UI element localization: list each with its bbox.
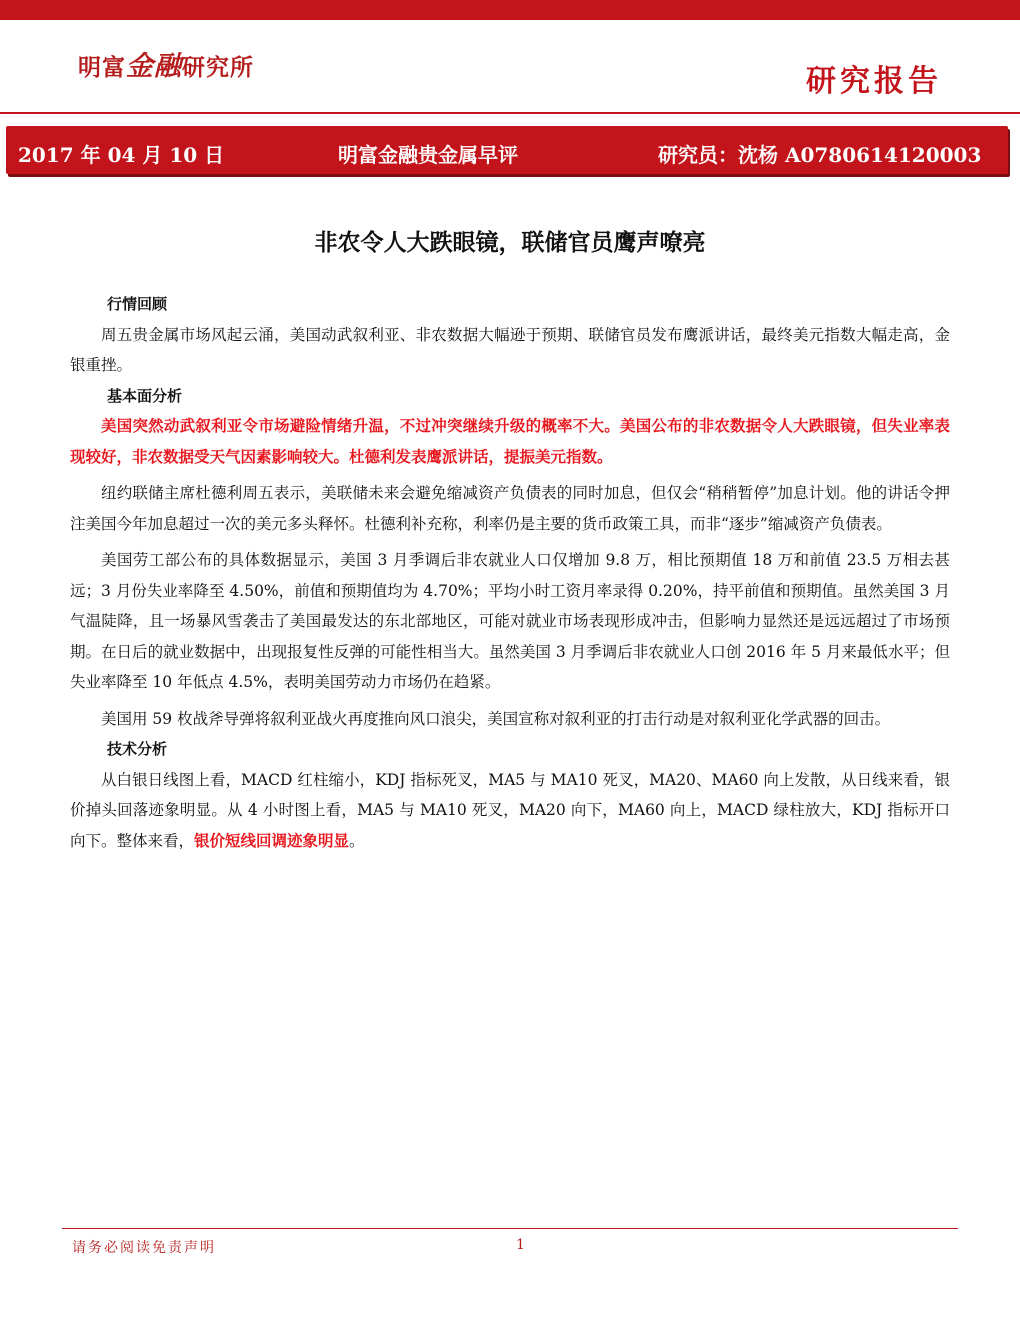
report-type-label: 研究报告 [806, 64, 942, 99]
fundamental-paragraph-2: 美国劳工部公布的具体数据显示，美国 3 月季调后非农就业人口仅增加 9.8 万，相比预期值 18 万和前值 23.5 万相去甚远；3 月份失业率降至 4.50%，前值和预期值均为 4.70%；平均小时工资月率录得 0.20%，持平前值和预期值。虽然美国 3 月气温陡降，且一场暴风雪袭击了美国最发达的东北部地区，可能对就业市场表现形成冲击，但影响力显然还是远远超过了市场预期。在日后的就业数据中，出现报复性反弹的可能性相当大。虽然美国 3 月季调后非农就业人口创 2016 年 5 月来最低水平；但失业率降至 10 年低点 4.5%，表明美国劳动力市场仍在趋紧。 [70, 551, 950, 691]
section-heading-technical: 技术分析 [107, 740, 168, 758]
page-number: 1 [516, 1237, 525, 1253]
fundamental-paragraph-3: 美国用 59 枚战斧导弹将叙利亚战火再度推向风口浪尖，美国宣称对叙利亚的打击行动是对叙利亚化学武器的回击。 [101, 709, 891, 728]
review-paragraph: 周五贵金属市场风起云涌，美国动武叙利亚、非农数据大幅逊于预期、联储官员发布鹰派讲话，最终美元指数大幅走高，金银重挫。 [70, 325, 950, 374]
logo-suffix: 研究所 [182, 55, 254, 81]
section-heading-fundamental: 基本面分析 [107, 386, 183, 405]
document-title: 非农令人大跌眼镜，联储官员鹰声嘹亮 [314, 230, 706, 256]
logo-text: 明富 [78, 55, 126, 81]
report-series: 明富金融贵金属早评 [338, 143, 518, 167]
technical-highlight: 银价短线回调迹象明显 [194, 830, 350, 850]
header-divider [0, 112, 1020, 114]
section-heading-review: 行情回顾 [107, 295, 168, 313]
technical-paragraph [70, 765, 950, 857]
analyst-info: 研究员：沈杨 A0780614120003 [658, 143, 982, 167]
fundamental-highlight: 美国突然动武叙利亚令市场避险情绪升温，不过冲突继续升级的概率不大。美国公布的非农数据令人大跌眼镜，但失业率表现较好，非农数据受天气因素影响较大。杜德利发表鹰派讲话，提振美元指数。 [70, 416, 950, 466]
report-body [70, 289, 950, 856]
report-date: 2017 年 04 月 10 日 [18, 143, 225, 167]
disclaimer-note: 请务必阅读免责声明 [72, 1240, 216, 1256]
info-banner [6, 126, 1008, 174]
company-logo [78, 44, 254, 83]
footer-divider [62, 1228, 958, 1229]
logo-script: 金融 [126, 51, 182, 82]
technical-end: 。 [349, 831, 365, 850]
fundamental-paragraph-1: 纽约联储主席杜德利周五表示，美联储未来会避免缩减资产负债表的同时加息，但仅会“稍稍暂停”加息计划。他的讲话令押注美国今年加息超过一次的美元多头释怀。杜德利补充称，利率仍是主要的货币政策工具，而非“逐步”缩减资产负债表。 [70, 484, 950, 533]
top-color-bar [0, 0, 1020, 20]
technical-text: 从白银日线图上看，MACD 红柱缩小，KDJ 指标死叉，MA5 与 MA10 死叉，MA20、MA60 向上发散，从日线来看，银价掉头回落迹象明显。从 4 小时图上看，MA5 与 MA10 死叉，MA20 向下，MA60 向上，MACD 绿柱放大，KDJ 指标开口向下。整体来看， [70, 770, 950, 850]
